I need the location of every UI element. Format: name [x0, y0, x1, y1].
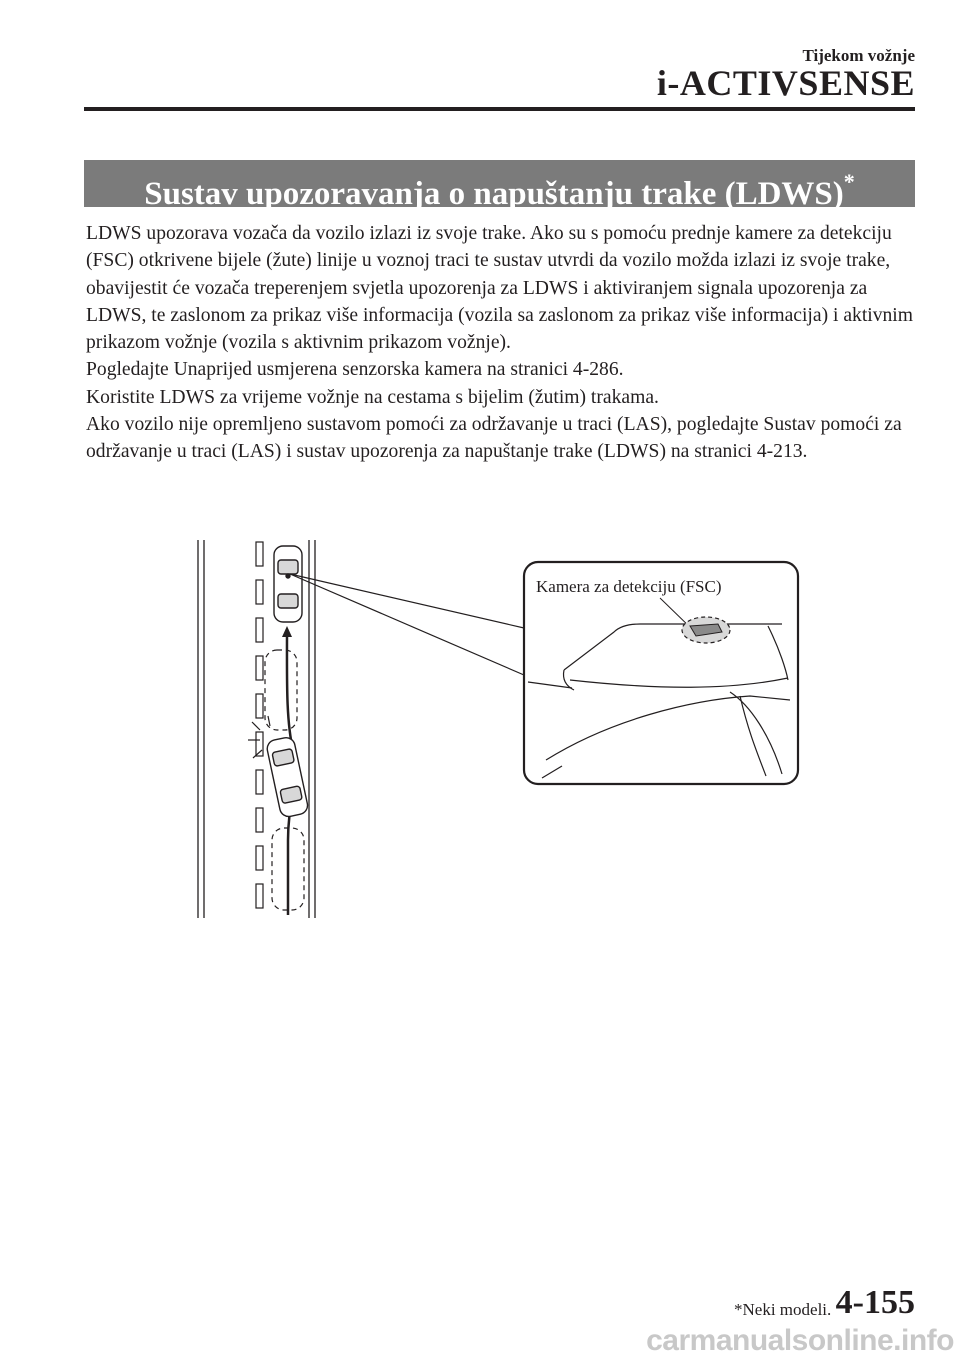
- camera-label: Kamera za detekciju (FSC): [536, 577, 722, 596]
- section-title: Sustav upozoravanja o napuštanju trake (LDWS): [144, 176, 844, 212]
- car-drifting: [266, 736, 310, 818]
- header-section-label: Tijekom vožnje: [802, 46, 915, 65]
- body-paragraph: Koristite LDWS za vrijeme vožnje na cestama s bijelim (žutim) trakama.: [86, 386, 659, 408]
- car-top: [274, 546, 302, 622]
- header-chapter-title: i-ACTIVSENSE: [656, 63, 915, 103]
- header-rule: [84, 107, 915, 111]
- footnote: *Neki modeli.: [734, 1300, 832, 1319]
- page-number: 4-155: [835, 1284, 915, 1321]
- warning-flash-icon: [248, 716, 270, 758]
- lane-dashed-marking: [256, 542, 263, 908]
- body-paragraph: Pogledajte Unaprijed usmjerena senzorska kamera na stranici 4-286.: [86, 359, 624, 381]
- section-title-asterisk: *: [843, 169, 855, 194]
- arrow-head: [282, 626, 292, 637]
- watermark: carmanualsonline.info: [646, 1324, 954, 1357]
- ldws-illustration: [190, 540, 810, 920]
- callout-lines: [290, 574, 524, 675]
- body-paragraph: Ako vozilo nije opremljeno sustavom pomoći za održavanje u traci (LAS), pogledajte Sustav pomoći za održavanje u traci (LAS) i sustav upozorenja za napuštanje trake (LDWS) na stranici 4-213.: [86, 414, 902, 463]
- section-title-band: [84, 160, 915, 212]
- body-paragraph: LDWS upozorava vozača da vozilo izlazi iz svoje trake. Ako su s pomoću prednje kamere za detekciju (FSC) otkrivene bijele (žute) linije u voznoj traci te sustav utvrdi da vozilo možda izlazi iz svoje trake, obavijestit će vozača treperenjem svjetla upozorenja za LDWS i aktiviranjem signala upozorenja za LDWS, te zaslonom za prikaz više informacija (vozila sa zaslonom za prikaz više informacija) i aktivnim prikazom vožnje (vozila s aktivnim prikazom vožnje).: [86, 223, 913, 354]
- body-text: [86, 220, 918, 466]
